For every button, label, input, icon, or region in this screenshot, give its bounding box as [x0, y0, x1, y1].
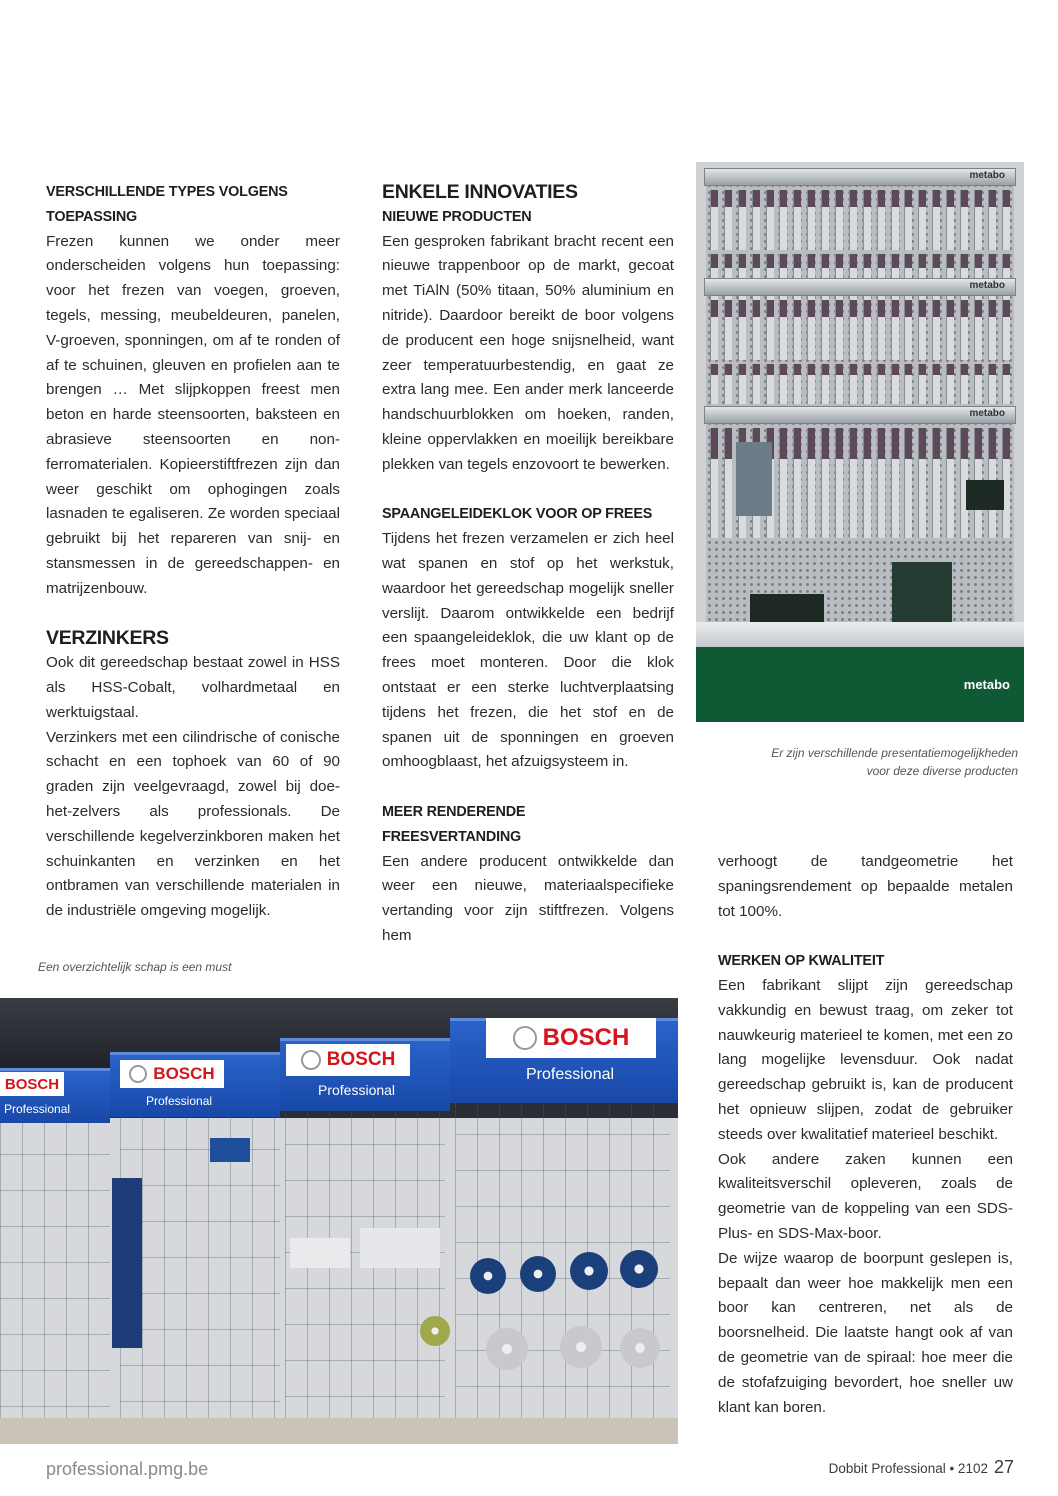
- drill-bit: [891, 428, 899, 538]
- bosch-sign: BOSCH: [120, 1060, 224, 1088]
- bosch-sign: BOSCH: [486, 1018, 656, 1058]
- store-floor: [0, 1418, 678, 1444]
- body-paragraph: Een fabrikant slijpt zijn gereedschap vakkundig en bewust traag, om zeker tot nauwkeurig materieel te komen, met een zo lang mogelijke levensduur. Ook nadat gereedschap gebruikt is, kan de producent het opnieuw slijpen, zodat de gebruiker steeds over kwalitatief materieel beschikt.: [718, 976, 1013, 1143]
- shelf-rail: metabo: [704, 406, 1016, 424]
- drill-bit: [752, 300, 760, 360]
- saw-blade: [420, 1316, 450, 1346]
- drill-bit: [960, 300, 968, 360]
- drill-bit: [877, 300, 885, 360]
- drill-bit: [904, 190, 912, 250]
- drill-bit: [974, 190, 982, 250]
- drill-bit: [793, 428, 801, 538]
- metabo-display-photo: [696, 162, 1024, 722]
- drill-bit: [918, 428, 926, 538]
- saw-blade: [620, 1328, 660, 1368]
- drill-bit: [904, 364, 912, 404]
- drill-bit-row: [710, 300, 1010, 360]
- drill-bit: [891, 190, 899, 250]
- drill-bit: [835, 364, 843, 404]
- drill-bit: [918, 364, 926, 404]
- body-paragraph: Tijdens het frezen verzamelen er zich heel wat spanen en stof op het werkstuk, waardoor het gereedschap mogelijk sneller verslijt. Daarom ontwikkelde een bedrijf een spaangeleideklok, die uw klant op de frees moet monteren. Door die klok ontstaat er een sterke luchtverplaatsing tijdens het frezen, die het stof en de spanen uit de sponningen en groeven omhoogblaast, het afzuigsysteem in.: [382, 530, 674, 771]
- subsection-heading: NIEUWE PRODUCTEN: [382, 208, 532, 225]
- saw-blade: [486, 1328, 528, 1370]
- drill-bit: [738, 300, 746, 360]
- product-pack: [290, 1238, 350, 1268]
- drill-bit: [766, 300, 774, 360]
- subsection-heading: SPAANGELEIDEKLOK VOOR OP FREES: [382, 506, 653, 523]
- drill-bit: [793, 300, 801, 360]
- drill-bit: [835, 428, 843, 538]
- bosch-logo-icon: [301, 1050, 321, 1070]
- drill-bit: [946, 300, 954, 360]
- drill-bit: [835, 300, 843, 360]
- drill-bit: [960, 190, 968, 250]
- drill-bit: [849, 300, 857, 360]
- product-pack: [210, 1138, 250, 1162]
- drill-bit: [835, 190, 843, 250]
- body-paragraph: Ook andere zaken kunnen een kwaliteitsverschil opleveren, zoals de geometrie van de koppeling van een SDS-Plus- en SDS-Max-boor.: [718, 1150, 1013, 1242]
- drill-bit: [1002, 300, 1010, 360]
- drill-bit: [863, 428, 871, 538]
- footer-issue: Dobbit Professional • 2102 27: [828, 1457, 1014, 1477]
- drill-bit: [779, 364, 787, 404]
- drill-bit: [779, 190, 787, 250]
- product-box: [736, 442, 772, 516]
- bosch-logo-icon: [513, 1026, 537, 1050]
- saw-blade: [560, 1326, 602, 1368]
- drill-bit: [724, 364, 732, 404]
- body-paragraph: Frezen kunnen we onder meer onderscheiden volgens hun toepassing: voor het frezen van voegen, groeven, tegels, messing, meubeldeuren, panelen, V-groeven, sponningen, om af te ronden of af te schuinen, gleuven en profielen aan te brengen … Met slijpkoppen freest men beton en harde steensoorten, baksteen en abrasieve steensoorten en non-ferromaterialen. Kopieerstiftfrezen zijn dan weer geschikt om ophogingen zoals lasnaden te egaliseren. Ze worden speciaal gebruikt bij het repareren van snij- en stansmessen in de gereedschappen- en matrijzenbouw.: [46, 232, 340, 597]
- drill-bit: [779, 428, 787, 538]
- drill-bit: [724, 190, 732, 250]
- drill-bit: [932, 300, 940, 360]
- drill-bit: [960, 364, 968, 404]
- column-2: [382, 180, 674, 949]
- drill-bit: [946, 428, 954, 538]
- saw-blade: [520, 1256, 556, 1292]
- drill-bit: [724, 300, 732, 360]
- drill-bit-row: [710, 190, 1010, 250]
- drill-bit-row: [710, 364, 1010, 404]
- shelf-grid: [120, 1113, 280, 1418]
- bosch-sign: BOSCH: [286, 1044, 410, 1076]
- section-heading: VERSCHILLENDE TYPES VOLGENS TOEPASSING: [46, 184, 288, 225]
- drill-bit: [793, 190, 801, 250]
- product-pack: [360, 1228, 440, 1268]
- drill-bit: [932, 190, 940, 250]
- drill-bit: [904, 300, 912, 360]
- drill-bit: [779, 300, 787, 360]
- drill-bit: [918, 190, 926, 250]
- drill-bit: [863, 190, 871, 250]
- drill-bit: [849, 428, 857, 538]
- drill-bit: [821, 300, 829, 360]
- drill-bit: [821, 190, 829, 250]
- bosch-sign: BOSCH: [0, 1072, 64, 1096]
- drill-bit: [738, 190, 746, 250]
- section-heading: WERKEN OP KWALITEIT: [718, 953, 885, 970]
- page-number: 27: [993, 1457, 1014, 1477]
- drill-bit: [988, 300, 996, 360]
- bosch-logo-icon: [129, 1065, 147, 1083]
- drill-bit: [946, 364, 954, 404]
- drill-bit: [988, 190, 996, 250]
- body-paragraph: Ook dit gereedschap bestaat zowel in HSS als HSS-Cobalt, volhardmetaal en werktuigstaal.: [46, 654, 340, 721]
- photo-caption: Er zijn verschillende presentatiemogelijkheden voor deze diverse producten: [771, 746, 1018, 778]
- drill-bit: [946, 190, 954, 250]
- body-paragraph: De wijze waarop de boorpunt geslepen is, bepaalt dan weer hoe makkelijk men een boor kan centreren, net als de boorsnelheid. Die laatste hangt ook af van de geometrie van de spiraal: hoe meer die de stofafzuiging bevordert, hoe sneller uw klant kan boren.: [718, 1249, 1013, 1416]
- body-paragraph: Een andere producent ontwikkelde dan weer een nieuwe, materiaalspecifieke vertanding voor zijn stiftfrezen. Volgens hem: [382, 852, 674, 944]
- drill-bit: [710, 428, 718, 538]
- body-paragraph: Een gesproken fabrikant bracht recent een nieuwe trappenboor op de markt, gecoat met TiAlN (50% titaan, 50% aluminium en nitride). Daardoor bereikt de boor volgens de producent een hoge snijsnelheid, want zeer temperatuurbestendig, en gaat ze extra lang mee. Een ander merk lanceerde handschuurblokken om hoeken, randen, kleine oppervlakken en moeilijk bereikbare plekken van tegels enzovoort te bewerken.: [382, 232, 674, 473]
- drill-bit: [807, 300, 815, 360]
- drill-bit: [807, 364, 815, 404]
- drill-bit: [821, 364, 829, 404]
- drill-bit: [849, 364, 857, 404]
- drill-bit: [891, 364, 899, 404]
- footer-website: professional.pmg.be: [46, 1459, 209, 1479]
- column-3: [718, 850, 1013, 1420]
- section-heading: VERZINKERS: [46, 627, 169, 650]
- drill-bit: [752, 364, 760, 404]
- drill-bit: [891, 300, 899, 360]
- drill-bit: [807, 190, 815, 250]
- drill-bit: [710, 364, 718, 404]
- drill-bit: [793, 364, 801, 404]
- shelf-rail: metabo: [704, 168, 1016, 186]
- drill-bit: [1002, 190, 1010, 250]
- drill-bit: [849, 190, 857, 250]
- saw-blade: [570, 1252, 608, 1290]
- drill-bit: [974, 364, 982, 404]
- drill-bit: [766, 364, 774, 404]
- drill-bit: [988, 364, 996, 404]
- promo-banner: [112, 1178, 142, 1348]
- display-shelf: [696, 622, 1024, 650]
- drill-bit: [863, 364, 871, 404]
- drill-bit: [863, 300, 871, 360]
- drill-bit: [904, 428, 912, 538]
- drill-bit: [974, 300, 982, 360]
- product-box: [966, 480, 1004, 510]
- drill-bit: [821, 428, 829, 538]
- drill-bit: [1002, 364, 1010, 404]
- drill-bit: [724, 428, 732, 538]
- drill-bit: [918, 300, 926, 360]
- drill-bit: [766, 190, 774, 250]
- photo-caption: Een overzichtelijk schap is een must: [38, 960, 232, 974]
- drill-bit: [932, 364, 940, 404]
- body-paragraph: verhoogt de tandgeometrie het spaningsrendement op bepaalde metalen tot 100%.: [718, 853, 1013, 920]
- drill-bit: [932, 428, 940, 538]
- drill-bit: [752, 190, 760, 250]
- section-heading: ENKELE INNOVATIES: [382, 181, 578, 203]
- saw-blade: [620, 1250, 658, 1288]
- display-base: metabo: [696, 647, 1024, 722]
- drill-bit: [877, 364, 885, 404]
- column-1: [46, 180, 340, 924]
- shelf-rail: metabo: [704, 278, 1016, 296]
- subsection-heading: MEER RENDERENDE FREESVERTANDING: [382, 803, 526, 845]
- shelf-grid: [0, 1118, 110, 1418]
- drill-bit: [710, 190, 718, 250]
- drill-bit: [877, 190, 885, 250]
- drill-bit: [877, 428, 885, 538]
- drill-bit: [807, 428, 815, 538]
- drill-bit: [738, 364, 746, 404]
- drill-bit: [710, 300, 718, 360]
- saw-blade: [470, 1258, 506, 1294]
- body-paragraph: Verzinkers met een cilindrische of conische schacht en een tophoek van 60 of 90 graden zijn veelgevraagd, zowel bij doe-het-zelvers als professionals. De verschillende kegelverzinkboren maken het schuinkanten en verzinken en het ontbramen van verschillende materialen in de industriële omgeving mogelijk.: [46, 728, 340, 920]
- bosch-display-photo: BOSCH Professional BOSCH Professional BOSCH Professional BOSCH Professional: [0, 998, 678, 1444]
